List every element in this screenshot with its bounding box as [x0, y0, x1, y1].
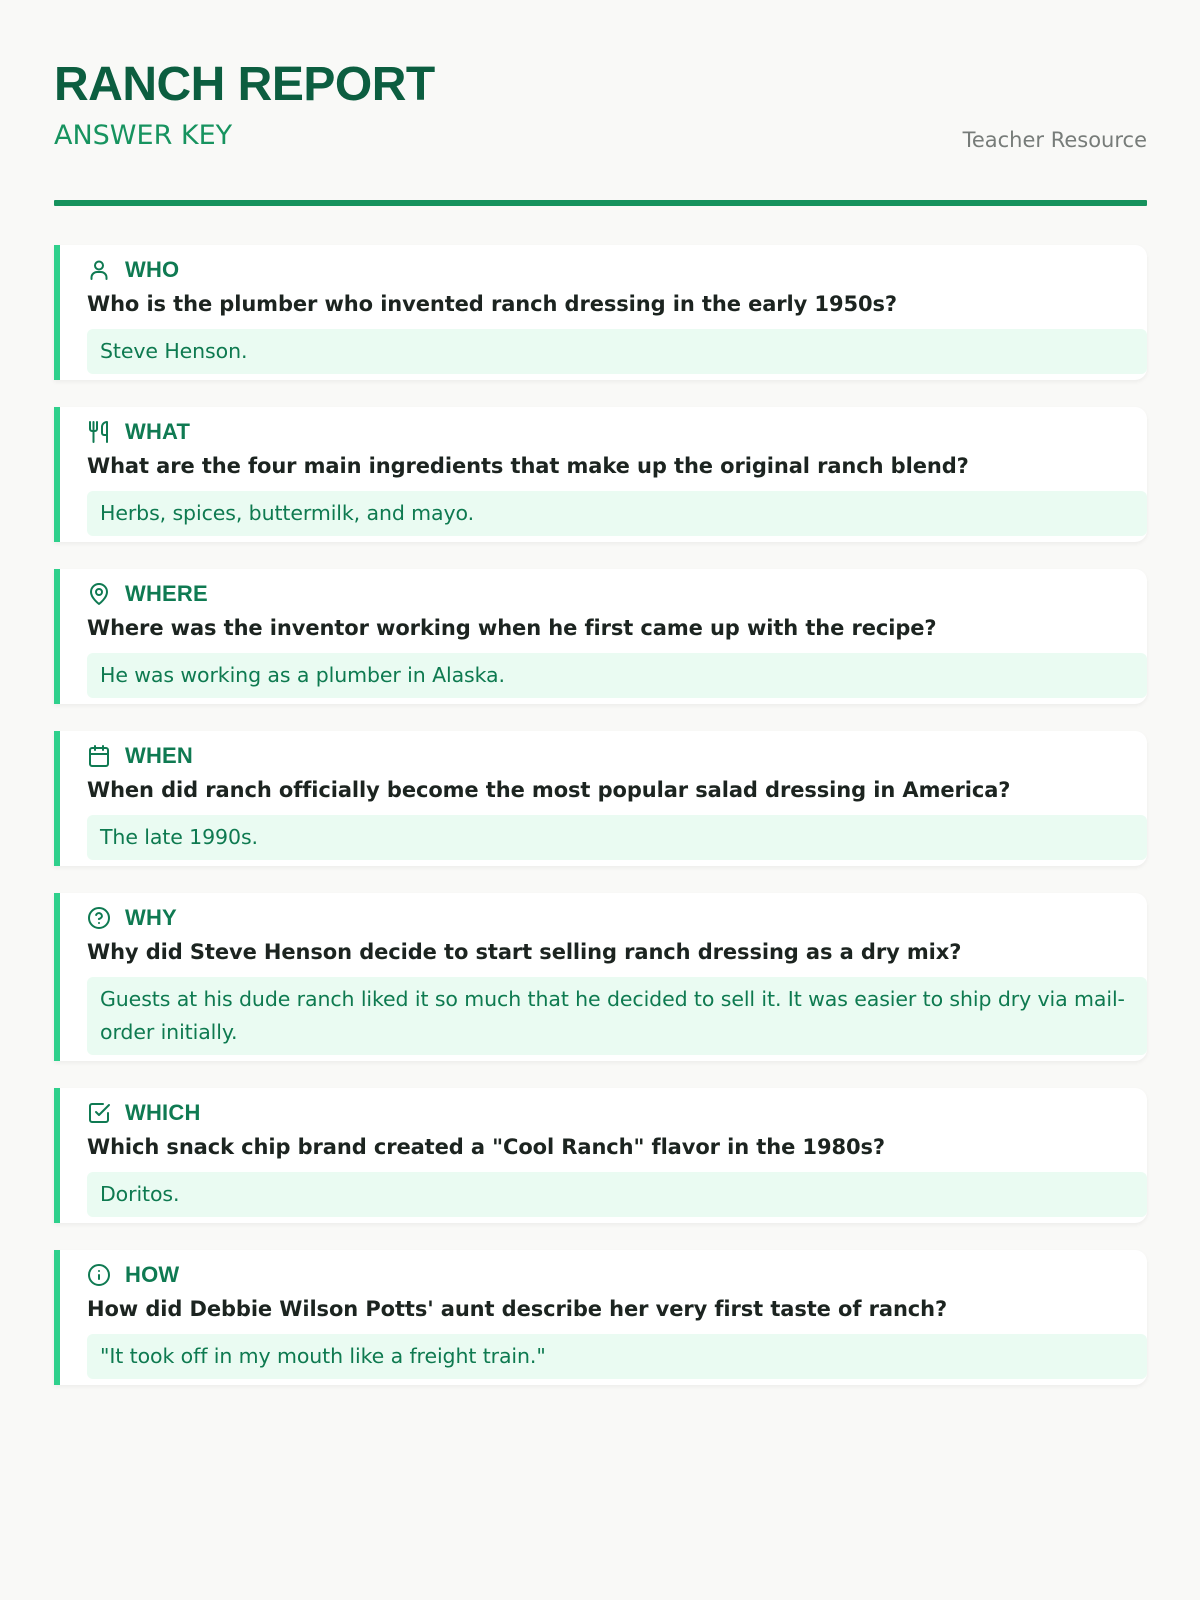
card-answer: He was working as a plumber in Alaska. [87, 653, 1147, 698]
card-label: WHY [125, 905, 177, 930]
card-label: HOW [125, 1262, 180, 1287]
info-circle-icon [87, 1263, 111, 1287]
card-label: WHAT [125, 419, 191, 444]
card-label-row [87, 906, 1147, 930]
question-circle-icon [87, 906, 111, 930]
card-label-row [87, 420, 1147, 444]
question-card-where [54, 569, 1147, 704]
card-label-row [87, 1263, 1147, 1287]
question-card-which [54, 1088, 1147, 1223]
checkbox-icon [87, 1101, 111, 1125]
resource-label: Teacher Resource [962, 128, 1147, 152]
question-card-why [54, 893, 1147, 1061]
card-label: WHERE [125, 581, 208, 606]
card-answer: The late 1990s. [87, 815, 1147, 860]
card-question: How did Debbie Wilson Potts' aunt describe her very first taste of ranch? [87, 1297, 948, 1321]
card-question: When did ranch officially become the most popular salad dressing in America? [87, 778, 1011, 802]
card-answer: Herbs, spices, buttermilk, and mayo. [87, 491, 1147, 536]
card-label: WHEN [125, 743, 194, 768]
header-divider [54, 200, 1147, 206]
card-label-row [87, 258, 1147, 282]
person-icon [87, 258, 111, 282]
card-answer: Steve Henson. [87, 329, 1147, 374]
calendar-icon [87, 744, 111, 768]
page-subtitle: ANSWER KEY [54, 120, 233, 151]
card-question: Where was the inventor working when he first came up with the recipe? [87, 616, 937, 640]
answer-key-page [54, 58, 1147, 1412]
map-pin-icon [87, 582, 111, 606]
question-card-what [54, 407, 1147, 542]
card-label-row [87, 744, 1147, 768]
card-answer: Doritos. [87, 1172, 1147, 1217]
question-card-who [54, 245, 1147, 380]
card-question: Who is the plumber who invented ranch dressing in the early 1950s? [87, 292, 897, 316]
utensils-icon [87, 420, 111, 444]
card-label: WHICH [125, 1100, 201, 1125]
card-label: WHO [125, 257, 180, 282]
card-answer: "It took off in my mouth like a freight train." [87, 1334, 1147, 1379]
question-list [54, 245, 1147, 1385]
card-label-row [87, 582, 1147, 606]
question-card-when [54, 731, 1147, 866]
card-question: Which snack chip brand created a "Cool Ranch" flavor in the 1980s? [87, 1135, 885, 1159]
card-label-row [87, 1101, 1147, 1125]
card-answer: Guests at his dude ranch liked it so much that he decided to sell it. It was easier to ship dry via mail-order initially. [87, 977, 1147, 1055]
card-question: What are the four main ingredients that make up the original ranch blend? [87, 454, 969, 478]
header [54, 58, 1147, 188]
card-question: Why did Steve Henson decide to start selling ranch dressing as a dry mix? [87, 940, 962, 964]
question-card-how [54, 1250, 1147, 1385]
page-title: RANCH REPORT [54, 58, 435, 111]
